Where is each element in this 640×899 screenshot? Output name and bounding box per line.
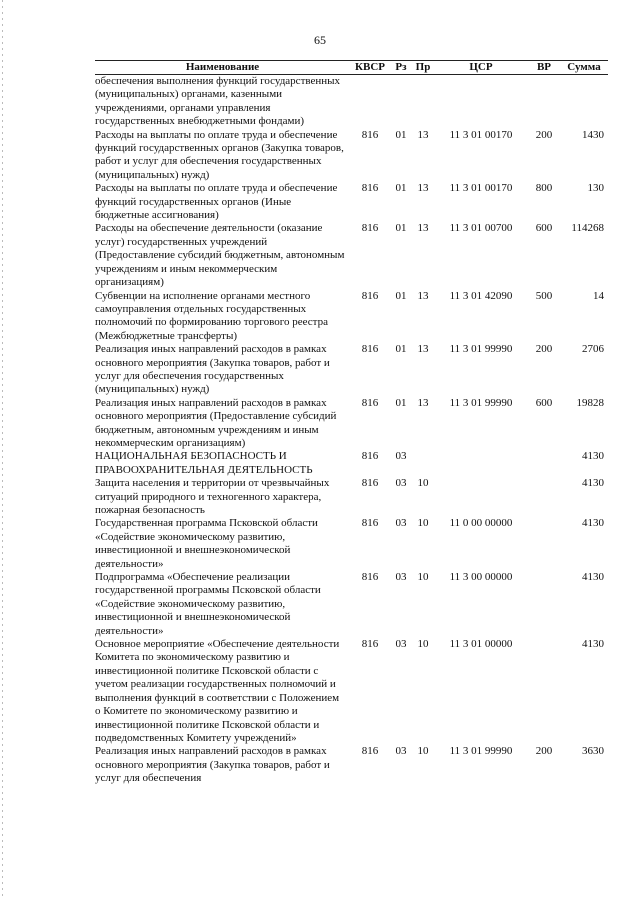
cell-rz: 01 bbox=[395, 128, 407, 141]
cell-sum: 130 bbox=[587, 182, 604, 195]
cell-name: обеспечения выполнения функций государственных (муниципальных) органами, казенными учреждениями, органами управления государственных внебюджетными фондами) bbox=[95, 75, 341, 128]
header-kvsr: КВСР bbox=[350, 61, 390, 75]
header-sum: Сумма bbox=[560, 61, 608, 75]
cell-pr: 10 bbox=[417, 745, 429, 758]
cell-pr: 13 bbox=[417, 289, 429, 302]
cell-vr: 200 bbox=[535, 343, 553, 356]
cell-kvsr: 816 bbox=[361, 343, 379, 356]
cell-name: Подпрограмма «Обеспечение реализации государственной программы Псковской области «Содействие экономическому развитию, инвестиционной и внешнеэкономической деятельности» bbox=[95, 571, 321, 637]
header-pr: Пр bbox=[412, 61, 434, 75]
cell-sum: 4130 bbox=[582, 517, 604, 530]
cell-sum: 4130 bbox=[582, 477, 604, 490]
cell-kvsr: 816 bbox=[361, 745, 379, 758]
cell-vr bbox=[528, 638, 560, 745]
page-number: 65 bbox=[314, 33, 326, 47]
table-row bbox=[95, 517, 608, 571]
cell-pr bbox=[412, 450, 434, 477]
cell-name: Реализация иных направлений расходов в рамках основного мероприятия (Закупка товаров, работ и услуг для обеспечения государственных (муниципальных) нужд) bbox=[95, 343, 330, 396]
cell-sum: 1430 bbox=[582, 128, 604, 141]
table-header-row bbox=[95, 61, 608, 75]
cell-kvsr: 816 bbox=[361, 182, 379, 195]
cell-vr: 200 bbox=[535, 745, 553, 758]
cell-vr bbox=[528, 571, 560, 638]
cell-vr: 500 bbox=[535, 289, 553, 302]
cell-sum: 4130 bbox=[582, 571, 604, 584]
cell-csr: 11 3 01 00170 bbox=[449, 128, 513, 141]
table-row bbox=[95, 477, 608, 517]
table-row bbox=[95, 745, 608, 785]
cell-rz: 01 bbox=[395, 222, 407, 235]
cell-pr: 10 bbox=[417, 571, 429, 584]
cell-vr: 800 bbox=[535, 182, 553, 195]
cell-pr: 13 bbox=[417, 396, 429, 409]
cell-sum bbox=[560, 75, 608, 129]
cell-pr bbox=[412, 75, 434, 129]
cell-kvsr: 816 bbox=[361, 571, 379, 584]
cell-sum: 14 bbox=[593, 289, 604, 302]
cell-csr: 11 3 01 00170 bbox=[449, 182, 513, 195]
cell-name: НАЦИОНАЛЬНАЯ БЕЗОПАСНОСТЬ И ПРАВООХРАНИТЕЛЬНАЯ ДЕЯТЕЛЬНОСТЬ bbox=[95, 450, 313, 476]
header-vr: ВР bbox=[528, 61, 560, 75]
cell-rz: 01 bbox=[395, 182, 407, 195]
cell-vr: 600 bbox=[535, 396, 553, 409]
cell-pr: 10 bbox=[417, 477, 429, 490]
cell-pr: 10 bbox=[417, 517, 429, 530]
cell-csr bbox=[434, 477, 528, 517]
budget-table bbox=[95, 60, 608, 786]
cell-sum: 2706 bbox=[582, 343, 604, 356]
cell-name: Субвенции на исполнение органами местного самоуправления отдельных государственных полномочий по формированию торгового реестра (Межбюджетные трансферты) bbox=[95, 289, 329, 342]
table-row bbox=[95, 343, 608, 397]
table-row bbox=[95, 222, 608, 289]
cell-csr: 11 3 00 00000 bbox=[449, 571, 513, 584]
cell-name: Реализация иных направлений расходов в рамках основного мероприятия (Закупка товаров, работ и услуг для обеспечения bbox=[95, 745, 330, 785]
table-row bbox=[95, 638, 608, 745]
cell-kvsr: 816 bbox=[361, 517, 379, 530]
cell-kvsr: 816 bbox=[361, 477, 379, 490]
cell-csr bbox=[434, 450, 528, 477]
cell-sum: 4130 bbox=[582, 450, 604, 463]
header-csr: ЦСР bbox=[434, 61, 528, 75]
cell-pr: 13 bbox=[417, 128, 429, 141]
cell-name: Основное мероприятие «Обеспечение деятельности Комитета по экономическому развитию и инвестиционной политике Псковской области с учетом реализации государственных полномочий и выполнения функций в соответствии с Положением о Комитете по экономическому развитию и инвестиционной политике Псковской области и подведомственных Комитету учреждений» bbox=[95, 638, 340, 744]
cell-csr: 11 3 01 99990 bbox=[449, 745, 513, 758]
cell-vr bbox=[528, 450, 560, 477]
cell-sum: 3630 bbox=[582, 745, 604, 758]
table-row bbox=[95, 290, 608, 344]
cell-csr: 11 3 01 42090 bbox=[449, 289, 513, 302]
cell-kvsr: 816 bbox=[361, 638, 379, 651]
cell-vr bbox=[528, 75, 560, 129]
cell-name: Расходы на выплаты по оплате труда и обеспечение функций государственных органов (Иные бюджетные ассигнования) bbox=[95, 182, 338, 222]
table-row bbox=[95, 450, 608, 477]
table-row bbox=[95, 129, 608, 183]
cell-vr bbox=[528, 477, 560, 517]
cell-vr: 600 bbox=[535, 222, 553, 235]
cell-csr: 11 3 01 99990 bbox=[449, 343, 513, 356]
cell-csr: 11 3 01 00000 bbox=[449, 638, 513, 651]
cell-pr: 13 bbox=[417, 222, 429, 235]
cell-kvsr: 816 bbox=[361, 396, 379, 409]
cell-csr: 11 0 00 00000 bbox=[449, 517, 513, 530]
header-rz: Рз bbox=[390, 61, 412, 75]
cell-rz: 03 bbox=[395, 745, 407, 758]
cell-kvsr: 816 bbox=[361, 222, 379, 235]
cell-csr: 11 3 01 99990 bbox=[449, 396, 513, 409]
cell-kvsr: 816 bbox=[361, 128, 379, 141]
scan-edge bbox=[2, 0, 3, 899]
cell-kvsr: 816 bbox=[361, 450, 379, 463]
cell-pr: 13 bbox=[417, 343, 429, 356]
cell-kvsr: 816 bbox=[361, 289, 379, 302]
cell-rz bbox=[390, 75, 412, 129]
cell-rz: 03 bbox=[395, 638, 407, 651]
cell-rz: 03 bbox=[395, 450, 407, 463]
cell-sum: 114268 bbox=[571, 222, 604, 235]
cell-pr: 13 bbox=[417, 182, 429, 195]
cell-kvsr bbox=[350, 75, 390, 129]
cell-name: Расходы на обеспечение деятельности (оказание услуг) государственных учреждений (Предоставление субсидий бюджетным, автономным учреждениям и иным некоммерческим организациям) bbox=[95, 222, 345, 289]
table-row bbox=[95, 397, 608, 451]
cell-sum: 4130 bbox=[582, 638, 604, 651]
cell-rz: 01 bbox=[395, 343, 407, 356]
cell-rz: 03 bbox=[395, 517, 407, 530]
cell-rz: 01 bbox=[395, 289, 407, 302]
cell-name: Государственная программа Псковской области «Содействие экономическому развитию, инвестиционной и внешнеэкономической деятельности» bbox=[95, 517, 318, 570]
cell-vr bbox=[528, 517, 560, 571]
cell-rz: 03 bbox=[395, 477, 407, 490]
cell-csr bbox=[434, 75, 528, 129]
cell-name: Защита населения и территории от чрезвычайных ситуаций природного и техногенного характера, пожарная безопасность bbox=[95, 477, 330, 516]
cell-name: Реализация иных направлений расходов в рамках основного мероприятия (Предоставление субсидий бюджетным, автономным учреждениям и иным некоммерческим организациям) bbox=[95, 396, 337, 449]
cell-sum: 19828 bbox=[576, 396, 604, 409]
cell-vr: 200 bbox=[535, 128, 553, 141]
cell-name: Расходы на выплаты по оплате труда и обеспечение функций государственных органов (Закупка товаров, работ и услуг для обеспечения государственных (муниципальных) нужд) bbox=[95, 128, 344, 181]
table-row bbox=[95, 182, 608, 222]
cell-csr: 11 3 01 00700 bbox=[449, 222, 513, 235]
cell-pr: 10 bbox=[417, 638, 429, 651]
table-row bbox=[95, 75, 608, 129]
cell-rz: 01 bbox=[395, 396, 407, 409]
cell-rz: 03 bbox=[395, 571, 407, 584]
header-name: Наименование bbox=[95, 61, 350, 75]
table-row bbox=[95, 571, 608, 638]
